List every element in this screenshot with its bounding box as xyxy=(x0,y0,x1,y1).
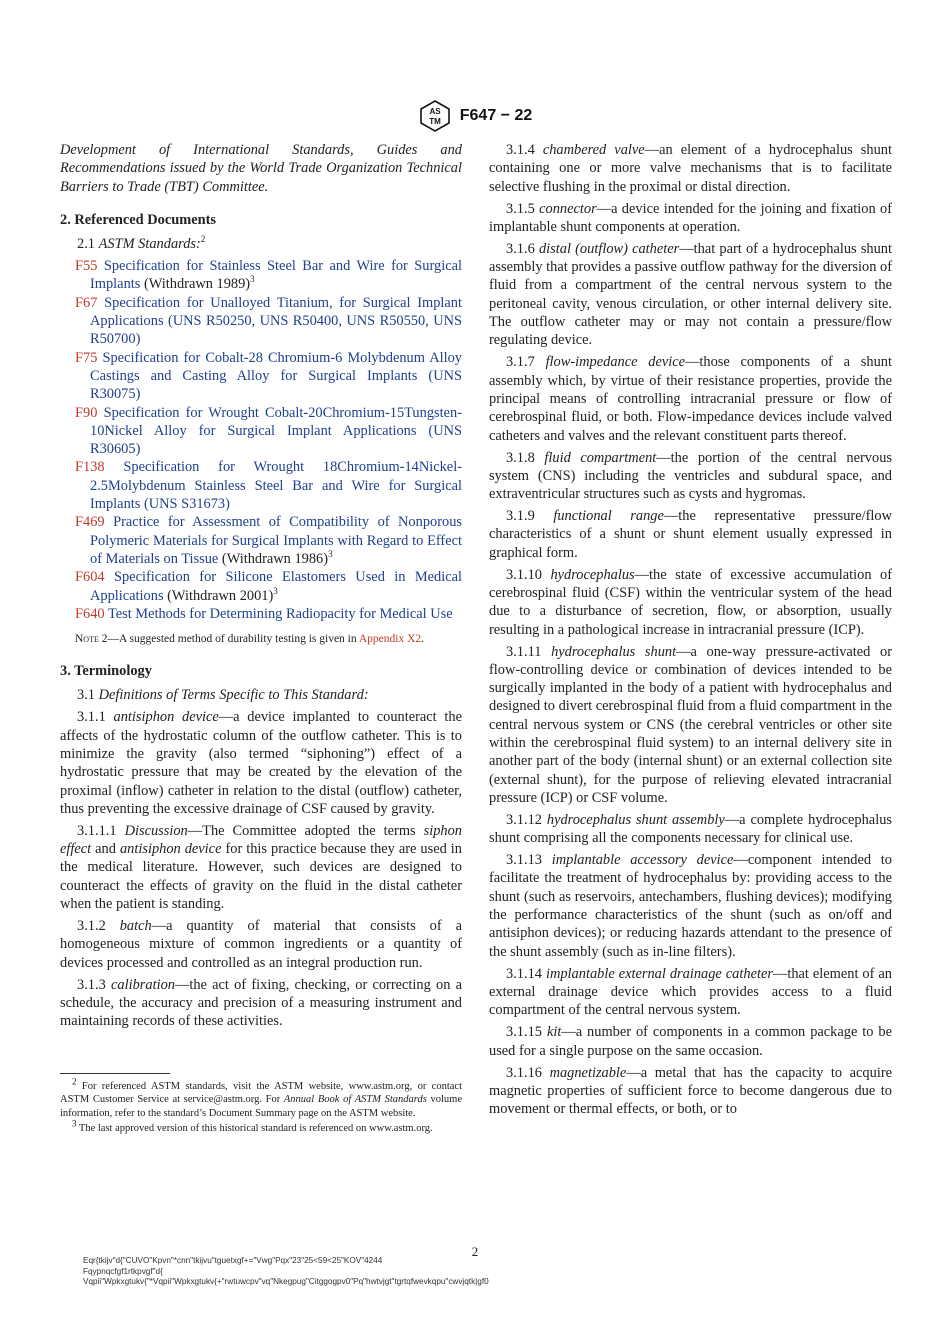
definition-3-1-1: 3.1.1 antisiphon device—a device implanted to counteract the affects of the hydrostatic column of the outflow catheter. This is to minimize the gravity (also termed “siphoning”) effect of a hydrostatic pressure that may be created by the elevation of the proximal (inflow) catheter in relation to the distal (outflow) catheter, thus preventing the excessive drainage of CSF caused by gravity. xyxy=(60,709,462,817)
definition-3-1-6: 3.1.6 distal (outflow) catheter—that part of a hydrocephalus shunt assembly that provides a passive outflow pathway for the diversion of fluid from a compartment of the central nervous system to the peritoneal cavity, venous circulation, or other internal delivery site. The outflow catheter may or may not contain a pressure/flow regulating device. xyxy=(489,240,892,349)
section-3-1: 3.1 Definitions of Terms Specific to This Standard: xyxy=(77,687,369,704)
page-header xyxy=(0,100,950,132)
svg-text:AS: AS xyxy=(429,107,441,116)
ref-item: F604 Specification for Silicone Elastomers Used in Medical Applications (Withdrawn 2001)$^3$ xyxy=(75,569,462,604)
right-column xyxy=(489,141,892,1122)
referenced-documents-list xyxy=(60,257,462,623)
footer-line: Fqypnqcfgf1rtkpvgf"d{ xyxy=(83,1266,163,1276)
ref-item xyxy=(60,404,462,459)
footnote-3: $^3$ The last approved version of this historical standard is referenced on www.astm.org. xyxy=(72,1118,433,1134)
ref-item xyxy=(60,294,462,349)
footnote-2: $^2$ For referenced ASTM standards, visit the ASTM website, www.astm.org, or contact ASTM Customer Service at service@astm.org. For Annual Book of ASTM Standards volume information, refer to the standard’s Document Summary page on the ASTM website. xyxy=(60,1076,462,1119)
ref-item xyxy=(60,349,462,404)
ref-title-link[interactable]: Specification for Wrought 18Chromium-14Nickel-2.5Molybdenum Stainless Steel Bar and Wire for Surgical Implants (UNS S31673) xyxy=(90,459,462,513)
footnote-divider xyxy=(60,1073,170,1074)
ref-title-link[interactable]: Specification for Cobalt-28 Chromium-6 Molybdenum Alloy Castings and Casting Alloy for Surgical Implants (UNS R30075) xyxy=(90,349,462,403)
definition-3-1-13: 3.1.13 implantable accessory device—component intended to facilitate the treatment of hydrocephalus by: providing access to the shunt (such as reservoirs, antechambers, flushing devices); modifying the performance characteristics of the shunt (such as on/off and antisiphon devices); or reducing hazards attendant to the presence of the shunt assembly (such as in-line filters). xyxy=(489,852,892,960)
svg-text:TM: TM xyxy=(428,117,441,126)
definition-3-1-10: 3.1.10 hydrocephalus—the state of excessive accumulation of cerebrospinal fluid (CSF) within the ventricular system of the head due to a disturbance of secretion, flow, or absorption, usually resulting in a pathological increase in intracranial pressure (ICP). xyxy=(489,566,892,638)
definition-3-1-12: 3.1.12 hydrocephalus shunt assembly—a complete hydrocephalus shunt comprising all the components necessary for clinical use. xyxy=(489,811,892,847)
ref-code-link[interactable]: F604 xyxy=(75,569,105,586)
ref-item xyxy=(60,458,462,513)
ref-title-link[interactable]: Specification for Silicone Elastomers Used in Medical Applications xyxy=(90,569,462,604)
footer-line: Eqr{tkijv"d{"CUVO"Kpvn"*cnn"tkijvu"tguetxgf+="Vwg"Pqx"23"25<59<25"KOV"4244 xyxy=(83,1256,383,1265)
ref-title-link[interactable]: Practice for Assessment of Compatibility of Nonporous Polymeric Materials for Surgical Implants with Regard to Effect of Materials on Tissue xyxy=(90,514,462,567)
definition-3-1-16: 3.1.16 magnetizable—a metal that has the capacity to acquire magnetic properties of sufficient force to become dangerous due to movement or thermal effects, or both, or to xyxy=(489,1064,893,1118)
ref-item: F469 Practice for Assessment of Compatibility of Nonporous Polymeric Materials for Surgical Implants with Regard to Effect of Materials on Tissue (Withdrawn 1986)$^3$ xyxy=(75,514,462,567)
ref-code-link[interactable]: F75 xyxy=(75,349,98,366)
ref-title-link[interactable]: Specification for Unalloyed Titanium, for Surgical Implant Applications (UNS R50250, UNS R50400, UNS R50550, UNS R50700) xyxy=(90,294,462,348)
note-2: Note 2—A suggested method of durability testing is given in Appendix X2. xyxy=(75,633,425,646)
ref-code-link[interactable]: F640 xyxy=(75,605,105,622)
ref-title-link[interactable]: Test Methods for Determining Radiopacity for Medical Use xyxy=(107,605,453,622)
definition-3-1-5: 3.1.5 connector—a device intended for the joining and fixation of implantable shunt components at operation. xyxy=(489,200,892,235)
appendix-x2-link[interactable]: Appendix X2 xyxy=(358,633,422,646)
definition-3-1-9: 3.1.9 functional range—the representative pressure/flow characteristics of a shunt or shunt element usually expressed in graphical form. xyxy=(489,508,892,561)
ref-code-link[interactable]: F138 xyxy=(75,459,105,476)
footer-line: Vqpii"Wpkxgtukv{"*Vqpii"Wpkxgtukv{+"rwtuwcpv"vq"Nkegpug"Citggogpv0"Pq"hwtvjgt"tgrtqfwevkqpu"cwvjqtk|gf0 xyxy=(83,1277,489,1286)
ref-title-link[interactable]: Specification for Stainless Steel Bar and Wire for Surgical Implants xyxy=(90,258,462,293)
ref-title-link[interactable]: Specification for Wrought Cobalt-20Chromium-15Tungsten-10Nickel Alloy for Surgical Implant Applications (UNS R30605) xyxy=(90,404,462,458)
intro-paragraph: Development of International Standards, Guides and Recommendations issued by the World Trade Organization Technical Barriers to Trade (TBT) Committee. xyxy=(60,142,462,195)
license-footer xyxy=(83,1256,489,1288)
definition-3-1-7: 3.1.7 flow-impedance device—those components of a shunt assembly which, by virtue of their resistance properties, provide the principal means of controlling intracranial pressure or flow of cerebrospinal fluid, or both. Flow-impedance devices include valved catheters and valves and the relevant constituent parts thereof. xyxy=(489,354,892,444)
section-2-title: 2. Referenced Documents xyxy=(60,211,216,228)
ref-code-link[interactable]: F469 xyxy=(75,514,105,531)
astm-logo-icon xyxy=(418,100,452,132)
definition-3-1-11: 3.1.11 hydrocephalus shunt—a one-way pressure-activated or flow-controlling device or combination of devices intended to be surgically implanted in the body of a patient with hydrocephalus and designed to divert cerebrospinal fluid from a fluid compartment in the central nervous system or CNS (the cerebral ventricles or other site within the cerebrospinal fluid system) to an internal delivery site in another part of the body (internal shunt) or an external collection site (external shunt), for the purpose of relieving elevated intracranial pressure (ICP) or CSF volume. xyxy=(489,643,892,806)
definition-3-1-2: 3.1.2 batch—a quantity of material that consists of a homogeneous mixture of common ingredients or a quantity of devices processed and controlled as an integral production run. xyxy=(60,918,462,971)
definition-3-1-15: 3.1.15 kit—a number of components in a common package to be used for a single purpose on the same occasion. xyxy=(489,1024,893,1059)
definition-3-1-4: 3.1.4 chambered valve—an element of a hydrocephalus shunt containing one or more valve mechanisms that is to facilitate selective flushing in the proximal or distal direction. xyxy=(489,142,892,195)
section-2-1: 2.1 ASTM Standards:$^2$ xyxy=(77,234,206,253)
ref-item: F55 Specification for Stainless Steel Bar and Wire for Surgical Implants (Withdrawn 1989)$^3$ xyxy=(75,258,462,293)
ref-item xyxy=(60,605,462,623)
page-number: 2 xyxy=(471,1244,479,1259)
ref-code-link[interactable]: F90 xyxy=(75,404,98,421)
left-column xyxy=(60,141,462,1138)
definition-3-1-8: 3.1.8 fluid compartment—the portion of the central nervous system (CNS) including the ventricles and subdural space, and extraventricular structures such as cysts and hygromas. xyxy=(489,449,892,503)
discussion-3-1-1-1: 3.1.1.1 Discussion—The Committee adopted the terms siphon effect and antisiphon device for this practice because they are used in the medical literature. However, such devices are designed to counteract the effects of gravity on the fluid in the distal catheter when the patient is standing. xyxy=(60,822,463,913)
ref-code-link[interactable]: F67 xyxy=(75,294,98,311)
section-3-title: 3. Terminology xyxy=(60,663,152,680)
definition-3-1-3: 3.1.3 calibration—the act of fixing, checking, or correcting on a schedule, the accuracy and precision of a measuring instrument and maintaining records of these activities. xyxy=(60,976,462,1030)
definition-3-1-14: 3.1.14 implantable external drainage catheter—that element of an external drainage device which provides access to a fluid compartment of the central nervous system. xyxy=(489,965,892,1019)
ref-code-link[interactable]: F55 xyxy=(75,258,98,275)
document-designation: F647 − 22 xyxy=(459,107,533,124)
